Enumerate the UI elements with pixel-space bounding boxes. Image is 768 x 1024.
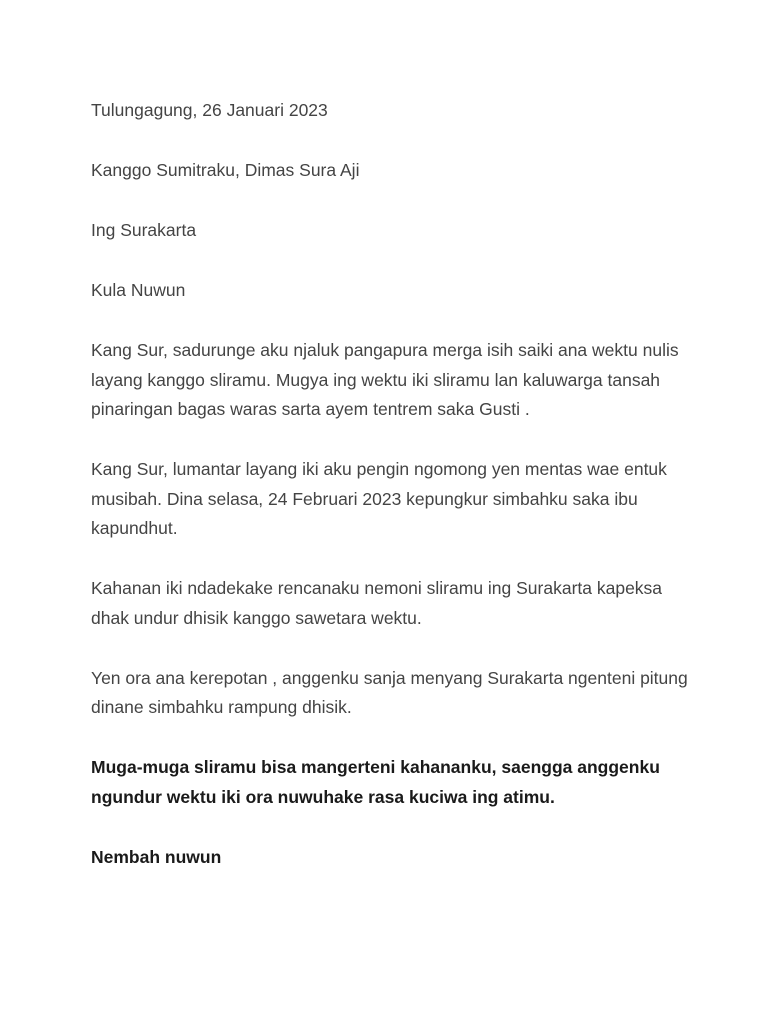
paragraph-postpone: Kahanan iki ndadekake rencanaku nemoni sliramu ing Surakarta kapeksa dhak undur dhisik kanggo sawetara wektu. [91,578,663,628]
paragraph-news: Kang Sur, lumantar layang iki aku pengin ngomong yen mentas wae entuk musibah. Dina selasa, 24 Februari 2023 kepungkur simbahku saka ibu kapundhut. [91,459,667,538]
paragraph-plan: Yen ora ana kerepotan , anggenku sanja menyang Surakarta ngenteni pitung dinane simbahku rampung dhisik. [91,667,688,717]
signoff-line: Nembah nuwun [91,846,222,867]
greeting-line: Kula Nuwun [91,280,186,300]
closing-paragraph: Muga-muga sliramu bisa mangerteni kahananku, saengga anggenku ngundur wektu iki ora nuwuhake rasa kuciwa ing atimu. [91,757,660,807]
letter-body [91,96,691,872]
location-line: Ing Surakarta [91,220,197,240]
recipient-line: Kanggo Sumitraku, Dimas Sura Aji [91,160,360,180]
paragraph-opening: Kang Sur, sadurunge aku njaluk pangapura merga isih saiki ana wektu nulis layang kanggo sliramu. Mugya ing wektu iki sliramu lan kaluwarga tansah pinaringan bagas waras sarta ayem tentrem saka Gusti . [91,340,679,419]
date-line: Tulungagung, 26 Januari 2023 [91,100,328,120]
